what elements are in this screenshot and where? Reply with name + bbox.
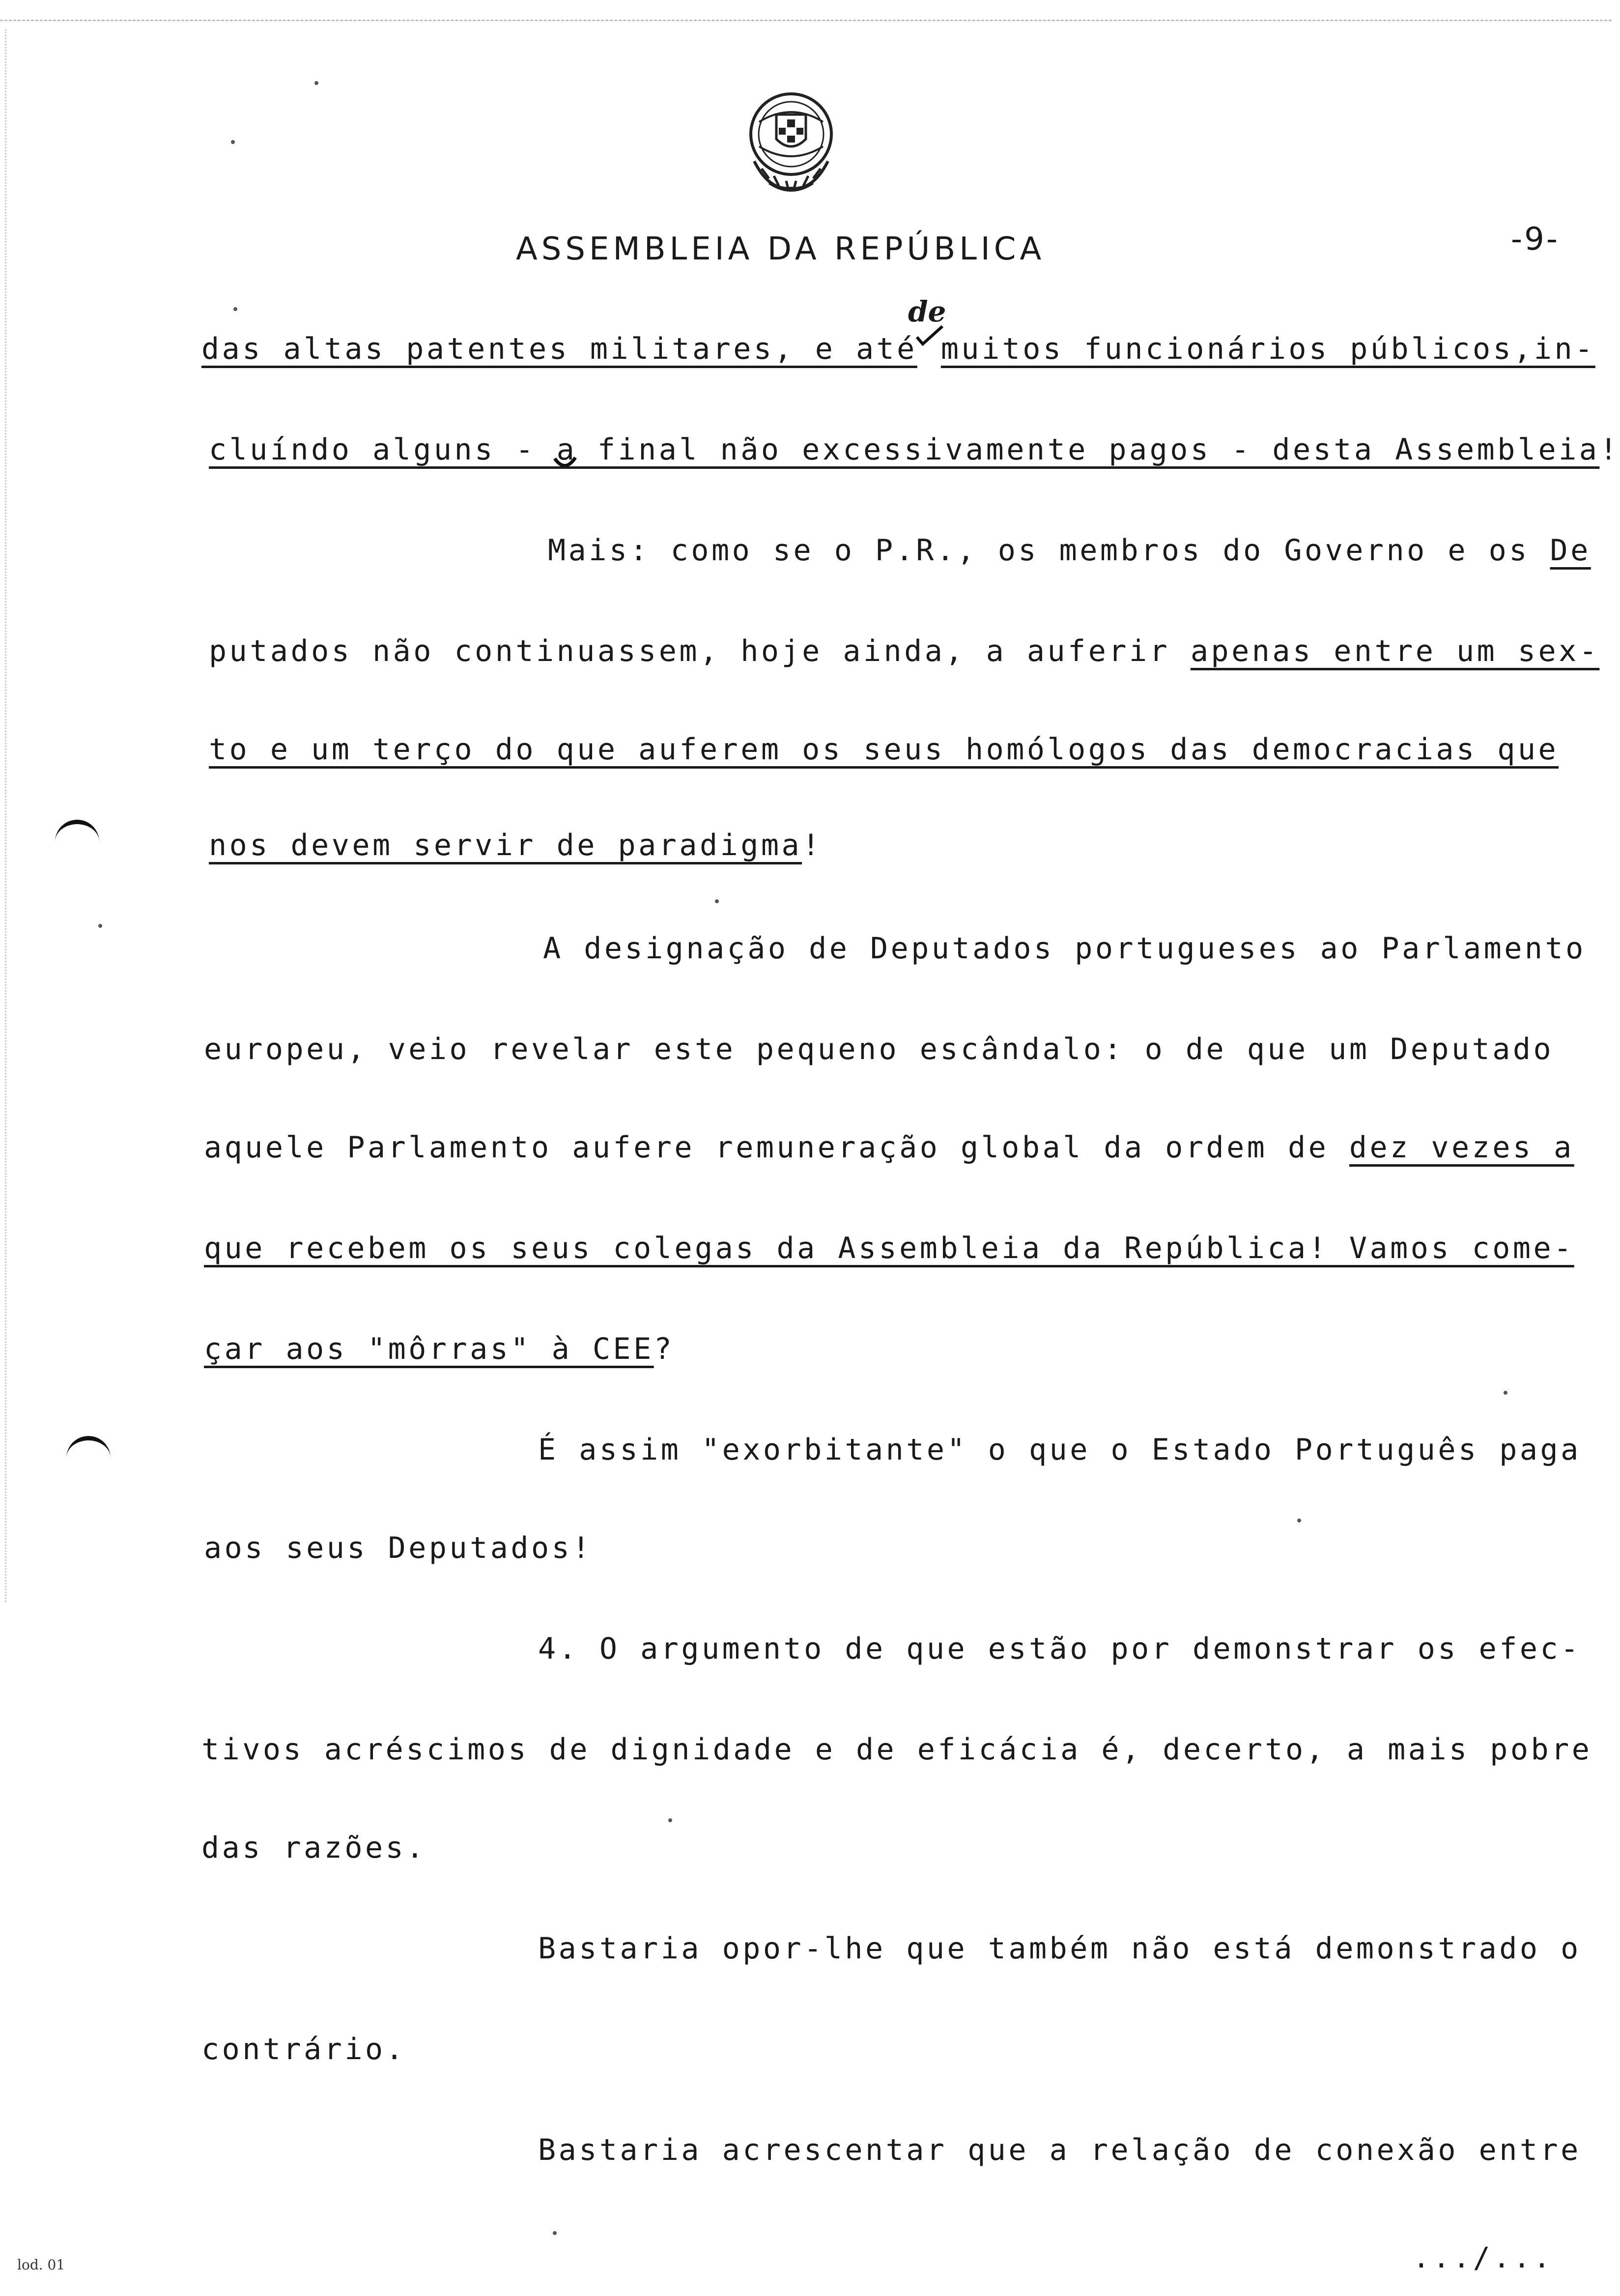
text-line-6: nos devem servir de paradigma! bbox=[209, 828, 823, 862]
scan-speck bbox=[715, 899, 719, 903]
scan-top-edge bbox=[0, 20, 1612, 21]
text-line-13: aos seus Deputados! bbox=[204, 1531, 593, 1565]
text-line-12: É assim "exorbitante" o que o Estado Português paga bbox=[538, 1433, 1581, 1467]
scan-speck bbox=[98, 924, 102, 928]
text-line-10: que recebem os seus colegas da Assembleia da República! Vamos come- bbox=[204, 1231, 1574, 1265]
scan-speck bbox=[233, 307, 237, 311]
text-line-5: to e um terço do que auferem os seus homólogos das democracias que bbox=[209, 732, 1559, 767]
scan-left-edge bbox=[5, 29, 6, 1602]
handwritten-insert: de bbox=[908, 295, 946, 328]
text-line-17: Bastaria opor-lhe que também não está demonstrado o bbox=[538, 1931, 1581, 1966]
text-line-9: aquele Parlamento aufere remuneração global da ordem de dez vezes a bbox=[204, 1130, 1574, 1165]
text-line-14: 4. O argumento de que estão por demonstrar os efec- bbox=[538, 1632, 1581, 1666]
page-header-title: ASSEMBLEIA DA REPÚBLICA bbox=[516, 231, 1046, 267]
text-line-18: contrário. bbox=[201, 2032, 406, 2066]
text-line-3: Mais: como se o P.R., os membros do Governo e os De bbox=[548, 533, 1591, 568]
text-line-2: cluíndo alguns - a final não excessivamente pagos - desta Assembleia! bbox=[209, 432, 1620, 467]
text-line-19: Bastaria acrescentar que a relação de conexão entre bbox=[538, 2133, 1581, 2167]
text-line-15: tivos acréscimos de dignidade e de eficácia é, decerto, a mais pobre bbox=[201, 1732, 1592, 1767]
scan-speck bbox=[553, 2231, 557, 2235]
text-line-11: çar aos "môrras" à CEE? bbox=[204, 1332, 675, 1366]
scan-speck bbox=[314, 81, 318, 85]
scan-speck bbox=[668, 1818, 672, 1822]
continuation-marker: .../... bbox=[1413, 2241, 1554, 2274]
text-line-16: das razões. bbox=[201, 1831, 426, 1865]
text-line-4: putados não continuassem, hoje ainda, a auferir apenas entre um sex- bbox=[209, 634, 1600, 668]
coat-of-arms-icon bbox=[739, 87, 843, 201]
binder-hole-mark bbox=[66, 1436, 111, 1465]
binder-hole-mark bbox=[55, 820, 99, 849]
scan-speck bbox=[1297, 1519, 1301, 1522]
text-line-7: A designação de Deputados portugueses ao Parlamento bbox=[543, 931, 1586, 966]
page-number: -9- bbox=[1511, 221, 1560, 258]
text-line-1: das altas patentes militares, e até muitos funcionários públicos,in- bbox=[201, 332, 1595, 366]
text-line-8: europeu, veio revelar este pequeno escândalo: o de que um Deputado bbox=[204, 1032, 1554, 1066]
scan-speck bbox=[1504, 1391, 1507, 1395]
scan-speck bbox=[231, 140, 235, 144]
form-model-label: lod. 01 bbox=[17, 2257, 65, 2273]
